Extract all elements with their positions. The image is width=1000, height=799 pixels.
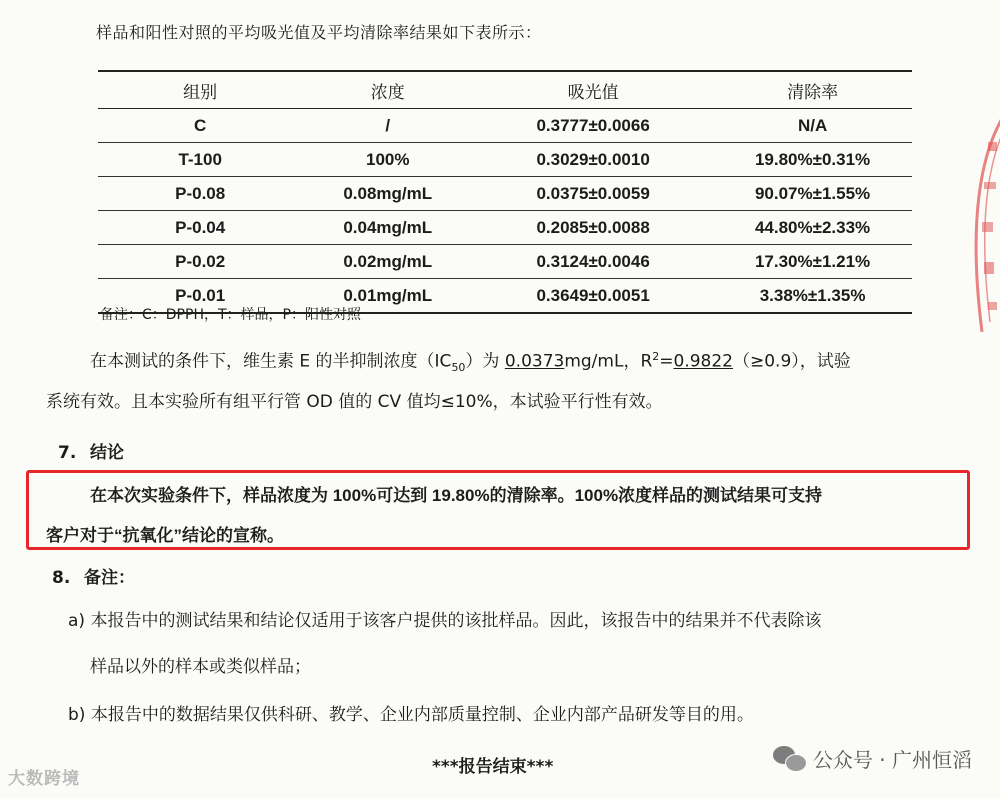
cell-absorbance: 0.2085±0.0088 (473, 211, 713, 245)
text-span: （≥0.9），试验 (732, 351, 851, 372)
cell-clearance-rate: 3.38%±1.35% (713, 279, 912, 314)
cell-absorbance: 0.3029±0.0010 (473, 143, 713, 177)
header-absorbance: 吸光值 (473, 71, 713, 109)
text-span: ）为 (465, 351, 505, 372)
cell-group: P-0.02 (98, 245, 302, 279)
cell-concentration: 100% (302, 143, 473, 177)
table-row (98, 109, 912, 143)
cell-clearance-rate: 19.80%±0.31% (713, 143, 912, 177)
table-row (98, 143, 912, 177)
note-item-b: b) 本报告中的数据结果仅供科研、教学、企业内部质量控制、企业内部产品研发等目的用。 (68, 705, 754, 725)
cell-clearance-rate: N/A (713, 109, 912, 143)
header-clearance-rate: 清除率 (713, 71, 912, 109)
table-row (98, 177, 912, 211)
text-span: 在本测试的条件下，维生素 E 的半抑制浓度（IC (90, 351, 452, 372)
test-condition-paragraph (90, 338, 970, 387)
watermark-text: 公众号 · 广州恒滔 (812, 748, 972, 772)
conclusion-line-2: 客户对于“抗氧化”结论的宣称。 (46, 526, 284, 545)
corner-logo: 大数跨境 (8, 769, 80, 789)
cell-absorbance: 0.3649±0.0051 (473, 279, 713, 314)
cell-concentration: 0.02mg/mL (302, 245, 473, 279)
text-span: mg/mL，R (564, 351, 653, 372)
table-header-row (98, 71, 912, 109)
r2-value: 0.9822 (673, 351, 733, 372)
cell-clearance-rate: 90.07%±1.55% (713, 177, 912, 211)
cell-clearance-rate: 17.30%±1.21% (713, 245, 912, 279)
cell-group: P-0.08 (98, 177, 302, 211)
cell-group: T-100 (98, 143, 302, 177)
header-group: 组别 (98, 71, 302, 109)
cell-absorbance: 0.3124±0.0046 (473, 245, 713, 279)
cell-group: C (98, 109, 302, 143)
section-number: 8. (52, 568, 71, 588)
note-item-a-continued: 样品以外的样本或类似样品； (90, 657, 311, 677)
cell-absorbance: 0.3777±0.0066 (473, 109, 713, 143)
table-row (98, 245, 912, 279)
table-row (98, 211, 912, 245)
header-concentration: 浓度 (302, 71, 473, 109)
r-superscript: 2 (652, 350, 660, 363)
cell-concentration: 0.08mg/mL (302, 177, 473, 211)
ic-subscript: 50 (451, 361, 466, 375)
note-item-a: a) 本报告中的测试结果和结论仅适用于该客户提供的该批样品。因此，该报告中的结果并不代表除该 (68, 611, 822, 631)
wechat-watermark (773, 744, 972, 773)
results-table (98, 70, 912, 314)
ic50-value: 0.0373 (504, 351, 565, 372)
section-7-heading (58, 438, 124, 463)
section-number: 7. (58, 443, 77, 463)
cell-group: P-0.01 (98, 279, 302, 314)
cell-clearance-rate: 44.80%±2.33% (713, 211, 912, 245)
conclusion-line-1: 在本次实验条件下，样品浓度为 100%可达到 19.80%的清除率。100%浓度样品的测试结果可支持 (90, 486, 823, 505)
test-condition-line2: 系统有效。且本实验所有组平行管 OD 值的 CV 值均≤10%，本试验平行性有效。 (46, 392, 663, 412)
section-8-heading (52, 563, 135, 588)
section-title: 结论 (90, 443, 124, 463)
section-title: 备注： (84, 568, 135, 588)
text-span: = (659, 351, 674, 372)
cell-concentration: 0.04mg/mL (302, 211, 473, 245)
table-intro: 样品和阳性对照的平均吸光值及平均清除率结果如下表所示： (96, 23, 542, 42)
cell-concentration: / (302, 109, 473, 143)
wechat-icon (773, 746, 805, 772)
table-note: 备注：C：DPPH，T：样品，P：阳性对照 (100, 307, 361, 323)
cell-group: P-0.04 (98, 211, 302, 245)
seal-stamp-icon (966, 112, 1000, 332)
cell-concentration: 0.01mg/mL (302, 279, 473, 314)
cell-absorbance: 0.0375±0.0059 (473, 177, 713, 211)
report-end-mark: ***报告结束*** (432, 757, 554, 777)
